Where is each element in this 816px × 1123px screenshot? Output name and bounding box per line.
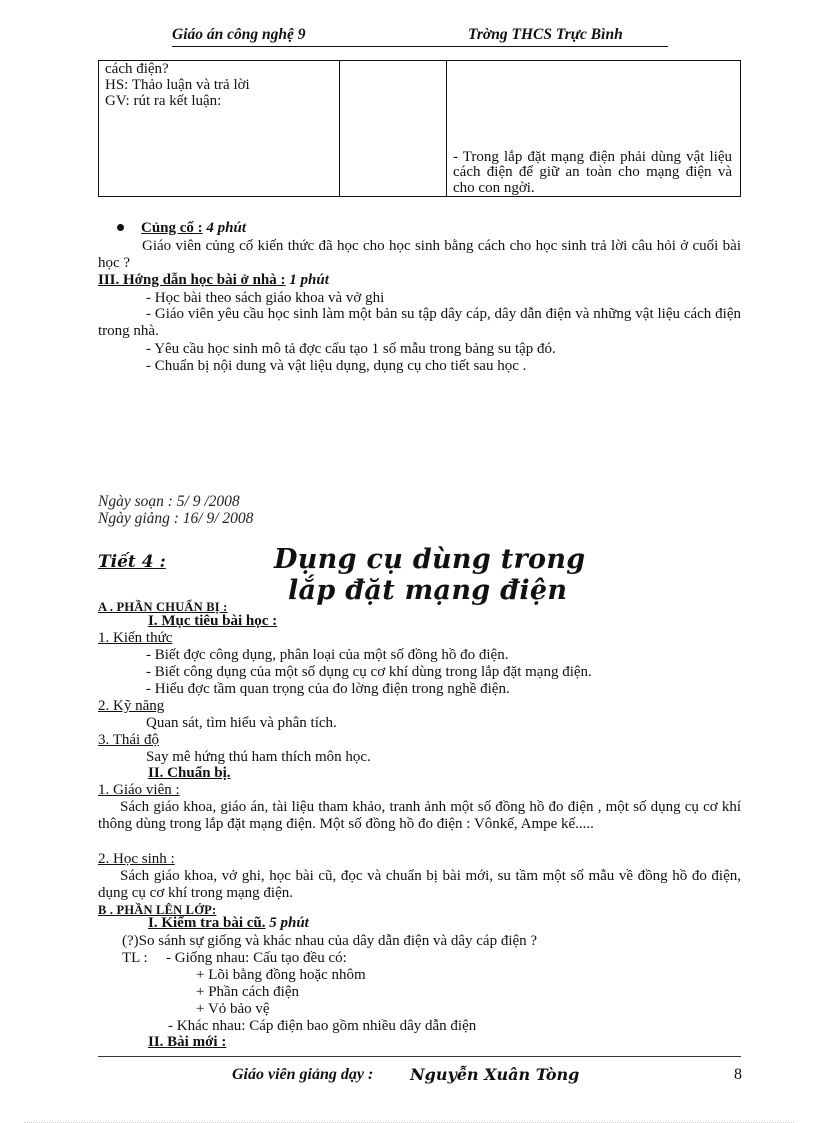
answer-same-item: + Lõi bằng đồng hoặc nhôm xyxy=(196,967,366,983)
check-time: 5 phút xyxy=(265,915,309,931)
answer-label: TL : xyxy=(122,950,148,966)
teacher-text: Sách giáo khoa, giáo án, tài liệu tham khảo, tranh ảnh một số đồng hồ đo điện , một số dụng cụ cơ khí thông dùng trong lắp đặt mạng điện. Một số đồng hồ đo điện : Vônkế, Ampe kế..... xyxy=(98,799,741,832)
skill-text: Quan sát, tìm hiểu và phân tích. xyxy=(146,715,337,731)
teacher-label: 1. Giáo viên : xyxy=(98,782,180,798)
table-line: GV: rút ra kết luận: xyxy=(105,93,222,109)
answer-same-item: + Vỏ bảo vệ xyxy=(196,1001,270,1017)
cungco-text: Giáo viên củng cố kiến thức đã học cho học sinh bằng cách cho học sinh trả lời câu hỏi ở cuối bài học ? xyxy=(98,238,741,271)
homework-heading xyxy=(98,272,329,289)
answer-same: - Giống nhau: Cấu tạo đều có: xyxy=(166,950,347,966)
answer-same-item: + Phần cách điện xyxy=(196,984,300,1000)
bullet-icon xyxy=(117,224,124,231)
homework-item: - Yêu cầu học sinh mô tả đợc cấu tạo 1 số mẫu trong bảng su tập đó. xyxy=(146,341,556,357)
student-label: 2. Học sinh : xyxy=(98,851,175,867)
prep-heading: II. Chuẩn bị. xyxy=(148,765,231,781)
table-cell-activity xyxy=(99,61,340,197)
cungco-heading xyxy=(141,220,246,237)
lesson-table xyxy=(98,60,741,197)
lesson-title-line2: lắp đặt mạng điện xyxy=(288,575,568,606)
new-lesson-heading: II. Bài mới : xyxy=(148,1034,227,1050)
knowledge-item: - Biết công dụng của một số dụng cụ cơ khí dùng trong lắp đặt mạng điện. xyxy=(146,664,592,680)
homework-item: - Học bài theo sách giáo khoa và vở ghi xyxy=(146,290,385,306)
answer-diff: - Khác nhau: Cáp điện bao gồm nhiều dây dẫn điện xyxy=(168,1018,477,1034)
check-question: (?)So sánh sự giống và khác nhau của dây dẫn điện và dây cáp điện ? xyxy=(122,933,538,949)
homework-item: - Giáo viên yêu cầu học sinh làm một bản su tập dây cáp, dây dẫn điện và những vật liệu cách điện trong nhà. xyxy=(98,306,741,339)
date-taught: Ngày giảng : 16/ 9/ 2008 xyxy=(98,510,254,527)
table-conclusion: - Trong lắp đặt mạng điện phải dùng vật liệu cách điện để giữ an toàn cho mạng điện và cho con ngời. xyxy=(453,148,732,196)
check-label: I. Kiểm tra bài cũ. xyxy=(148,915,266,931)
table-cell-content xyxy=(447,61,741,197)
knowledge-item: - Biết đợc công dụng, phân loại của một số đồng hồ đo điện. xyxy=(146,647,509,663)
knowledge-item: - Hiểu đợc tầm quan trọng của đo lờng điện trong nghề điện. xyxy=(146,681,510,697)
table-cell-middle xyxy=(340,61,447,197)
objectives-heading: I. Mục tiêu bài học : xyxy=(148,613,278,629)
check-heading xyxy=(148,915,309,932)
table-line: HS: Thảo luận và trả lời xyxy=(105,77,250,93)
lesson-number: Tiết 4 : xyxy=(98,552,166,572)
homework-item: - Chuẩn bị nội dung và vật liệu dụng, dụng cụ cho tiết sau học . xyxy=(146,358,527,374)
student-text: Sách giáo khoa, vở ghi, học bài cũ, đọc và chuẩn bị bài mới, su tầm một số mẫu về đồng hồ đo điện, dụng cụ cơ khí trong mạng điện. xyxy=(98,868,741,901)
lesson-title-line1: Dụng cụ dùng trong xyxy=(274,544,586,575)
knowledge-label: 1. Kiến thức xyxy=(98,630,173,646)
attitude-label: 3. Thái độ xyxy=(98,732,159,748)
attitude-text: Say mê hứng thú ham thích môn học. xyxy=(146,749,371,765)
skill-label: 2. Kỹ năng xyxy=(98,698,165,714)
footer-label: Giáo viên giảng dạy : xyxy=(232,1066,374,1083)
part-b-heading: B . PHẦN LÊN LỚP: xyxy=(98,903,217,917)
footer-teacher-name: Nguyễn Xuân Tòng xyxy=(410,1065,580,1084)
page-number: 8 xyxy=(734,1066,742,1083)
homework-time: 1 phút xyxy=(285,272,329,288)
cungco-label: Củng cố : xyxy=(141,220,203,236)
date-prepared: Ngày soạn : 5/ 9 /2008 xyxy=(98,493,240,510)
header-right: Trờng THCS Trực Bình xyxy=(468,26,623,43)
header-underline xyxy=(172,46,668,47)
header-left: Giáo án công nghệ 9 xyxy=(172,26,306,43)
homework-label: III. Hớng dẫn học bài ở nhà : xyxy=(98,272,286,288)
part-a-heading: A . PHẦN CHUẨN BỊ : xyxy=(98,600,228,614)
cungco-time: 4 phút xyxy=(202,220,247,236)
footer-rule xyxy=(98,1056,741,1057)
table-line: cách điện? xyxy=(105,61,169,77)
